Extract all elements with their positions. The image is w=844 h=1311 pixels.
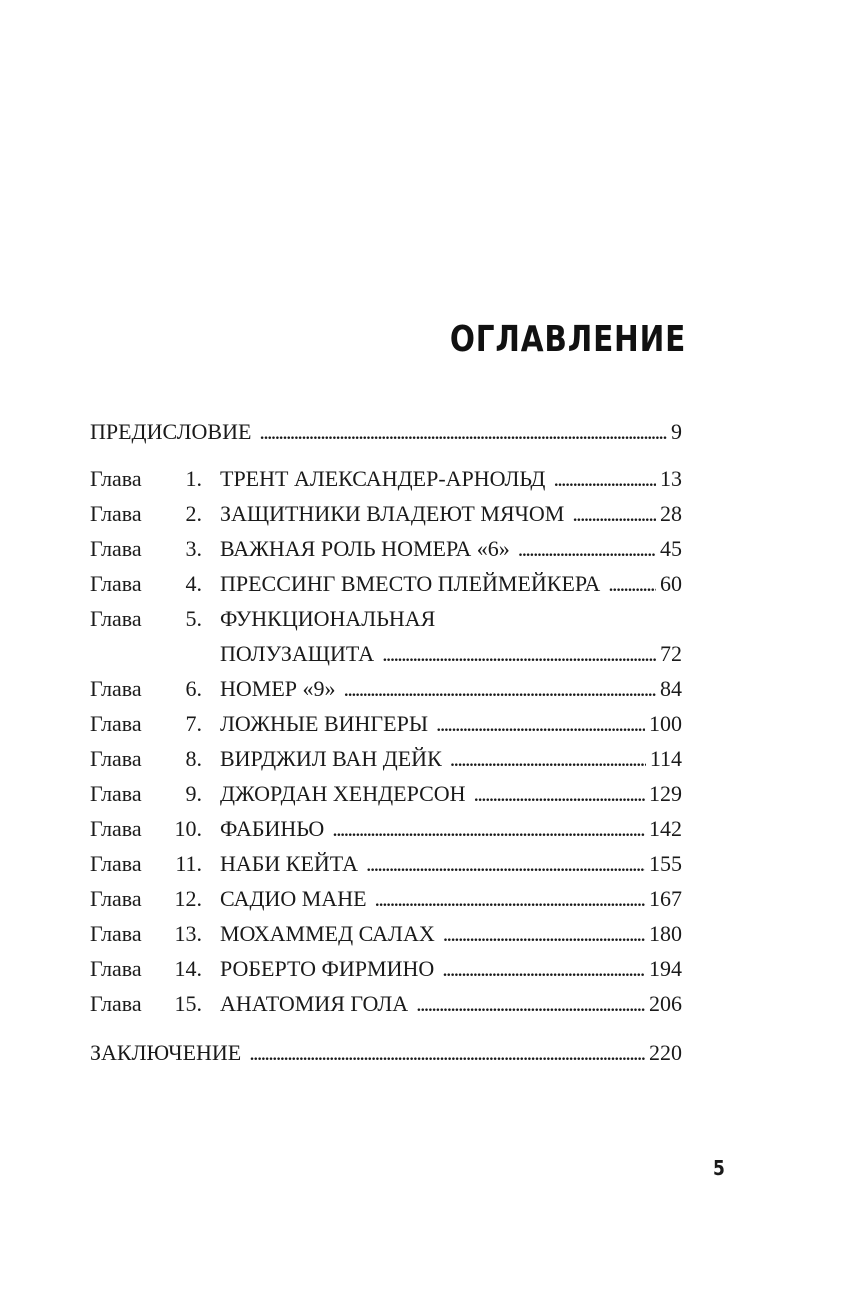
chapter-number: 11. bbox=[175, 851, 202, 876]
chapter-word: Глава bbox=[90, 991, 142, 1016]
chapter-title: РОБЕРТО ФИРМИНО bbox=[220, 956, 435, 981]
chapter-word: Глава bbox=[90, 536, 142, 561]
chapter-number: 4. bbox=[185, 571, 202, 596]
toc-page-number: 9 bbox=[671, 419, 682, 444]
dot-leader bbox=[416, 986, 645, 1021]
toc-entry-label: ЗАКЛЮЧЕНИЕ bbox=[90, 1040, 242, 1065]
toc-page-number: 84 bbox=[660, 676, 682, 701]
chapter-number: 5. bbox=[185, 606, 202, 631]
dot-leader bbox=[382, 636, 656, 671]
page-number-folio: 5 bbox=[713, 1156, 725, 1180]
dot-leader bbox=[344, 671, 656, 706]
toc-entry-chapter-12[interactable] bbox=[90, 881, 682, 916]
toc-entry-chapter-13[interactable] bbox=[90, 916, 682, 951]
toc-page-number: 206 bbox=[649, 991, 682, 1016]
toc-page-number: 45 bbox=[660, 536, 682, 561]
dot-leader bbox=[436, 706, 645, 741]
toc-entry-chapter-4[interactable] bbox=[90, 566, 682, 601]
dot-leader bbox=[443, 916, 645, 951]
toc-page-number: 72 bbox=[660, 641, 682, 666]
toc-page-number: 155 bbox=[649, 851, 682, 876]
chapter-word: Глава bbox=[90, 851, 142, 876]
dot-leader bbox=[450, 741, 646, 776]
dot-leader bbox=[474, 776, 645, 811]
dot-leader bbox=[375, 881, 645, 916]
chapter-number: 9. bbox=[185, 781, 202, 806]
dot-leader bbox=[572, 496, 656, 531]
chapter-title: НАБИ КЕЙТА bbox=[220, 851, 359, 876]
page-title: ОГЛАВЛЕНИЕ bbox=[449, 319, 686, 360]
chapter-number: 12. bbox=[174, 886, 202, 911]
toc-page-number: 13 bbox=[660, 466, 682, 491]
toc-page-number: 180 bbox=[649, 921, 682, 946]
chapter-title: ВИРДЖИЛ ВАН ДЕЙК bbox=[220, 746, 442, 771]
chapter-title: ЛОЖНЫЕ ВИНГЕРЫ bbox=[220, 711, 429, 736]
chapter-title: ВАЖНАЯ РОЛЬ НОМЕРА «6» bbox=[220, 536, 510, 561]
chapter-word: Глава bbox=[90, 501, 142, 526]
chapter-word: Глава bbox=[90, 746, 142, 771]
dot-leader bbox=[518, 531, 656, 566]
toc-entry-chapter-2[interactable] bbox=[90, 496, 682, 531]
chapter-title: МОХАММЕД САЛАХ bbox=[220, 921, 435, 946]
dot-leader bbox=[553, 461, 656, 496]
chapter-number: 10. bbox=[174, 816, 202, 841]
chapter-number: 7. bbox=[185, 711, 202, 736]
chapter-number: 1. bbox=[185, 466, 202, 491]
toc-entry-chapter-15[interactable] bbox=[90, 986, 682, 1021]
toc-entry-preface[interactable] bbox=[90, 414, 682, 449]
toc-entry-chapter-14[interactable] bbox=[90, 951, 682, 986]
dot-leader bbox=[442, 951, 645, 986]
chapter-title: ФУНКЦИОНАЛЬНАЯ bbox=[220, 606, 436, 631]
toc-entry-chapter-3[interactable] bbox=[90, 531, 682, 566]
chapter-number: 2. bbox=[185, 501, 202, 526]
chapter-word: Глава bbox=[90, 816, 142, 841]
toc-entry-chapter-11[interactable] bbox=[90, 846, 682, 881]
chapter-word: Глава bbox=[90, 571, 142, 596]
chapter-word: Глава bbox=[90, 606, 142, 631]
dot-leader bbox=[259, 414, 667, 449]
chapter-number: 8. bbox=[185, 746, 202, 771]
toc-page-number: 220 bbox=[649, 1040, 682, 1065]
chapter-number: 15. bbox=[174, 991, 202, 1016]
toc-entry-chapter-6[interactable] bbox=[90, 671, 682, 706]
chapter-list bbox=[90, 461, 682, 1021]
toc-entry-chapter-5[interactable] bbox=[90, 601, 682, 671]
toc-entry-chapter-10[interactable] bbox=[90, 811, 682, 846]
chapter-title: ПРЕССИНГ ВМЕСТО ПЛЕЙМЕЙКЕРА bbox=[220, 571, 601, 596]
chapter-title: АНАТОМИЯ ГОЛА bbox=[220, 991, 409, 1016]
chapter-word: Глава bbox=[90, 781, 142, 806]
chapter-word: Глава bbox=[90, 956, 142, 981]
chapter-word: Глава bbox=[90, 711, 142, 736]
toc-page-number: 194 bbox=[649, 956, 682, 981]
table-of-contents bbox=[90, 414, 682, 1070]
toc-entry-chapter-8[interactable] bbox=[90, 741, 682, 776]
chapter-word: Глава bbox=[90, 676, 142, 701]
toc-entry-chapter-9[interactable] bbox=[90, 776, 682, 811]
toc-page-number: 28 bbox=[660, 501, 682, 526]
toc-page-number: 100 bbox=[649, 711, 682, 736]
chapter-title: ЗАЩИТНИКИ ВЛАДЕЮТ МЯЧОМ bbox=[220, 501, 565, 526]
toc-page-number: 114 bbox=[649, 746, 682, 771]
toc-page-number: 129 bbox=[649, 781, 682, 806]
toc-page-number: 60 bbox=[660, 571, 682, 596]
chapter-word: Глава bbox=[90, 921, 142, 946]
chapter-word: Глава bbox=[90, 466, 142, 491]
toc-entry-conclusion[interactable] bbox=[90, 1035, 682, 1070]
dot-leader bbox=[332, 811, 645, 846]
toc-page-number: 167 bbox=[649, 886, 682, 911]
chapter-number: 13. bbox=[174, 921, 202, 946]
chapter-title: ТРЕНТ АЛЕКСАНДЕР-АРНОЛЬД bbox=[220, 466, 546, 491]
dot-leader bbox=[249, 1035, 645, 1070]
toc-entry-chapter-7[interactable] bbox=[90, 706, 682, 741]
chapter-number: 14. bbox=[174, 956, 202, 981]
chapter-title: ДЖОРДАН ХЕНДЕРСОН bbox=[220, 781, 466, 806]
chapter-title-continued: ПОЛУЗАЩИТА bbox=[220, 641, 375, 666]
toc-page-number: 142 bbox=[649, 816, 682, 841]
toc-entry-chapter-1[interactable] bbox=[90, 461, 682, 496]
dot-leader bbox=[366, 846, 645, 881]
chapter-number: 6. bbox=[185, 676, 202, 701]
chapter-word: Глава bbox=[90, 886, 142, 911]
chapter-title: САДИО МАНЕ bbox=[220, 886, 367, 911]
dot-leader bbox=[608, 566, 656, 601]
toc-entry-label: ПРЕДИСЛОВИЕ bbox=[90, 419, 252, 444]
chapter-title: НОМЕР «9» bbox=[220, 676, 336, 701]
chapter-title: ФАБИНЬО bbox=[220, 816, 325, 841]
chapter-number: 3. bbox=[185, 536, 202, 561]
